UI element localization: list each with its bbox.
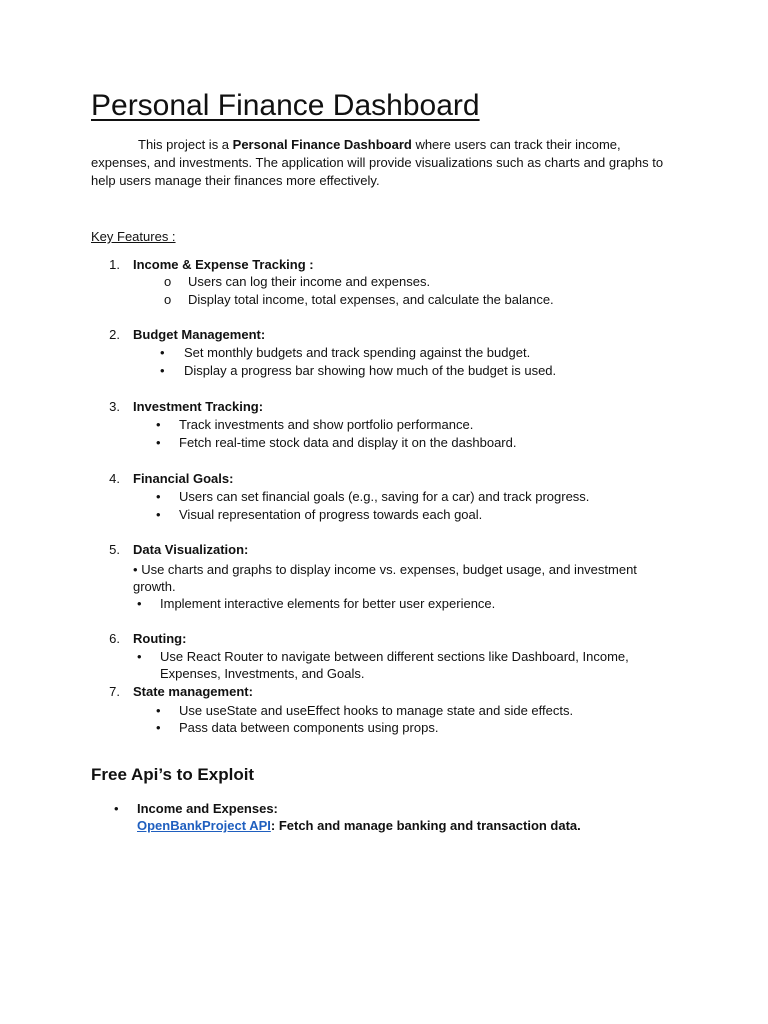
feature-bullet: Pass data between components using props.	[179, 720, 439, 735]
bullet-dot-icon: •	[156, 720, 161, 735]
intro-bold: Personal Finance Dashboard	[232, 137, 412, 152]
feature-title: Budget Management:	[133, 327, 266, 342]
feature-title: Financial Goals:	[133, 471, 234, 486]
feature-bullet: Use useState and useEffect hooks to manage state and side effects.	[179, 703, 574, 718]
feature-number: 4.	[109, 471, 120, 486]
feature-bullet: Implement interactive elements for better user experience.	[160, 596, 496, 611]
feature-bullet: Display a progress bar showing how much of the budget is used.	[184, 363, 557, 378]
bullet-circle-icon: o	[164, 274, 172, 289]
feature-bullet: Users can set financial goals (e.g., saving for a car) and track progress.	[179, 489, 590, 504]
bullet-dot-icon: •	[156, 489, 161, 504]
feature-title: Investment Tracking:	[133, 399, 264, 414]
document-title: Personal Finance Dashboard	[91, 89, 480, 122]
intro-paragraph	[91, 136, 681, 190]
api-title: Income and Expenses:	[137, 801, 278, 816]
feature-number: 3.	[109, 399, 120, 414]
bullet-dot-icon: •	[156, 703, 161, 718]
intro-prefix: This project is a	[138, 137, 233, 152]
feature-bullet: Fetch real-time stock data and display it on the dashboard.	[179, 435, 517, 450]
bullet-dot-icon: •	[160, 363, 165, 378]
bullet-dot-icon: •	[133, 562, 138, 577]
feature-number: 2.	[109, 327, 120, 342]
feature-bullet: Display total income, total expenses, and calculate the balance.	[188, 292, 554, 307]
feature-bullet: Track investments and show portfolio performance.	[179, 417, 474, 432]
bullet-dot-icon: •	[160, 345, 165, 360]
feature-bullet: Use React Router to navigate between different sections like Dashboard, Income, Expenses, Investments, and Goals.	[160, 649, 629, 681]
feature-bullet: Set monthly budgets and track spending against the budget.	[184, 345, 531, 360]
feature-number: 6.	[109, 631, 120, 646]
api-line	[137, 817, 581, 834]
bullet-dot-icon: •	[156, 417, 161, 432]
intro-suffix: where users can track their income, expenses, and investments. The application will provide visualizations such as charts and graphs to help users manage their finances more effectively.	[91, 137, 664, 188]
bullet-circle-icon: o	[164, 292, 172, 307]
bullet-dot-icon: •	[156, 507, 161, 522]
feature-number: 7.	[109, 684, 120, 699]
bullet-dot-icon: •	[114, 801, 119, 816]
feature-title: Data Visualization:	[133, 542, 249, 557]
feature-bullet: • Use charts and graphs to display income vs. expenses, budget usage, and investment growth.	[133, 562, 637, 594]
feature-bullet: Users can log their income and expenses.	[188, 274, 431, 289]
feature-number: 5.	[109, 542, 120, 557]
bullet-dot-icon: •	[156, 435, 161, 450]
bullet-dot-icon: •	[137, 596, 142, 611]
bullet-dot-icon: •	[137, 649, 142, 664]
feature-bullet: Visual representation of progress towards each goal.	[179, 507, 483, 522]
feature-title: Routing:	[133, 631, 187, 646]
feature-title: Income & Expense Tracking :	[133, 257, 314, 272]
apis-heading: Free Api’s to Exploit	[91, 765, 255, 784]
feature-number: 1.	[109, 257, 120, 272]
key-features-label: Key Features :	[91, 229, 176, 244]
feature-title: State management:	[133, 684, 253, 699]
api-link[interactable]: OpenBankProject API	[137, 818, 271, 833]
api-description: : Fetch and manage banking and transaction data.	[270, 818, 581, 833]
